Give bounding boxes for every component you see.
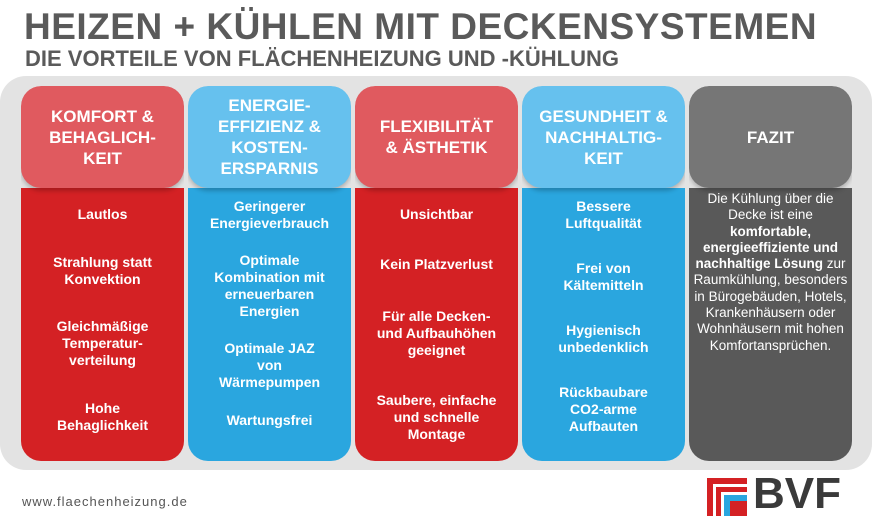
column-body <box>355 188 518 461</box>
benefit-item: Saubere, einfache und schnelle Montage <box>376 392 497 442</box>
column-body <box>21 188 184 461</box>
column-header <box>21 86 184 188</box>
column-fazit <box>689 86 852 461</box>
benefit-item: Hohe Behaglichkeit <box>56 400 149 433</box>
column-energieeffizienz <box>188 86 351 461</box>
benefit-item: Lautlos <box>77 206 128 222</box>
column-body <box>188 188 351 461</box>
benefit-item: Kein Platzverlust <box>380 256 493 272</box>
bvf-logo-icon <box>707 478 747 516</box>
column-title: FAZIT <box>746 127 795 147</box>
fazit-highlight: komfortable, energieeffiziente und nachhaltige Lösung <box>695 223 839 272</box>
column-title: ENERGIE- EFFIZIENZ & KOSTEN- ERSPARNIS <box>218 96 321 178</box>
column-title: FLEXIBILITÄT & ÄSTHETIK <box>379 117 494 157</box>
column-title: KOMFORT & BEHAGLICH- KEIT <box>49 106 156 168</box>
website-link[interactable]: www.flaechenheizung.de <box>22 494 188 509</box>
page-title: HEIZEN + KÜHLEN MIT DECKENSYSTEMEN <box>24 6 818 47</box>
brand-logo-text: BVF <box>753 469 841 518</box>
benefit-item: Optimale JAZ von Wärmepumpen <box>218 340 321 390</box>
column-header <box>188 86 351 188</box>
benefit-item: Strahlung statt Konvektion <box>53 254 152 287</box>
column-header <box>522 86 685 188</box>
benefit-item: Frei von Kältemitteln <box>563 260 644 293</box>
column-header <box>689 86 852 188</box>
benefit-item: Unsichtbar <box>399 206 474 222</box>
column-body <box>522 188 685 461</box>
benefit-item: Für alle Decken- und Aufbauhöhen geeignet <box>376 308 497 358</box>
fazit-text: Die Kühlung über die Decke ist eine komfortable, energieeffiziente und nachhaltige Lösung zur Raumkühlung, besonders in Bürogebäuden, Hotels, Krankenhäusern oder Wohnhäusern mit hohen Komfortansprüchen. <box>693 191 848 353</box>
page-subtitle: DIE VORTEILE VON FLÄCHENHEIZUNG UND -KÜHLUNG <box>25 46 619 71</box>
benefit-item: Geringerer Energieverbrauch <box>209 198 330 231</box>
benefit-item: Bessere Luftqualität <box>565 198 642 231</box>
benefit-item: Wartungsfrei <box>226 412 313 428</box>
benefit-item: Rückbaubare CO2-arme Aufbauten <box>559 384 648 434</box>
column-gesundheit <box>522 86 685 461</box>
column-title: GESUNDHEIT & NACHHALTIG- KEIT <box>539 106 668 168</box>
column-komfort <box>21 86 184 461</box>
benefit-item: Hygienisch unbedenklich <box>558 322 649 355</box>
column-header <box>355 86 518 188</box>
benefit-item: Optimale Kombination mit erneuerbaren Energien <box>214 252 325 319</box>
column-flexibilitaet <box>355 86 518 461</box>
benefit-item: Gleichmäßige Temperatur- verteilung <box>56 318 149 368</box>
